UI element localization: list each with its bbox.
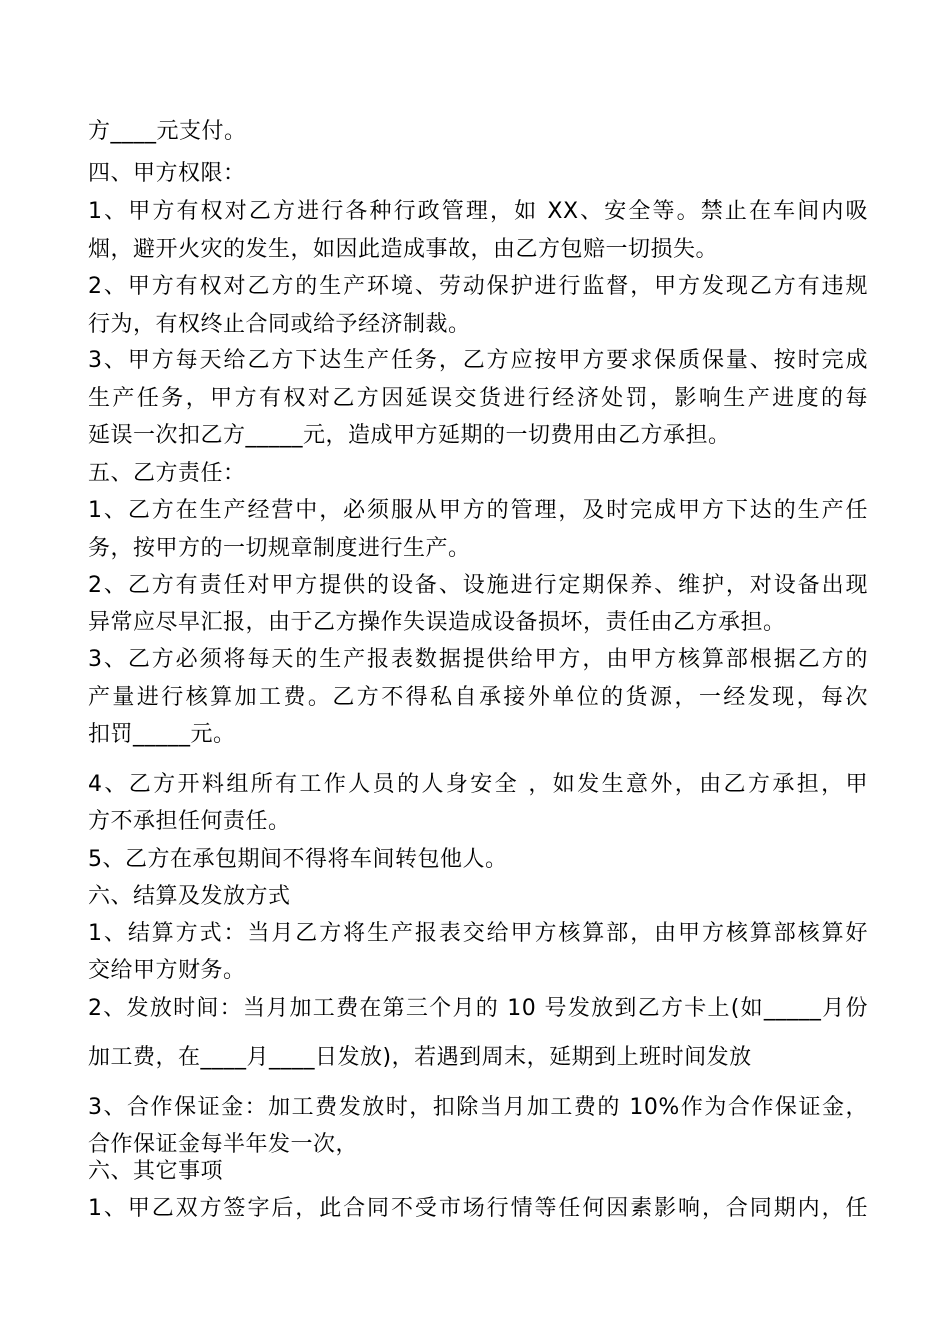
text-line: 务，按甲方的一切规章制度进行生产。 bbox=[88, 536, 471, 561]
text-line: 产量进行核算加工费。乙方不得私自承接外单位的货源，一经发现，每次 bbox=[88, 685, 868, 710]
text-line: 1、甲方有权对乙方进行各种行政管理，如 XX、安全等。禁止在车间内吸 bbox=[88, 199, 868, 224]
text-line: 1、甲乙双方签字后，此合同不受市场行情等任何因素影响，合同期内，任 bbox=[88, 1196, 868, 1221]
text-line: 1、乙方在生产经营中，必须服从甲方的管理，及时完成甲方下达的生产任 bbox=[88, 498, 868, 523]
text-line: 2、甲方有权对乙方的生产环境、劳动保护进行监督，甲方发现乙方有违规 bbox=[88, 274, 868, 299]
section-heading: 六、其它事项 bbox=[88, 1159, 224, 1184]
text-line: 5、乙方在承包期间不得将车间转包他人。 bbox=[88, 847, 508, 872]
text-line: 异常应尽早汇报，由于乙方操作失误造成设备损坏，责任由乙方承担。 bbox=[88, 610, 786, 635]
text-line: 扣罚_____元。 bbox=[88, 722, 236, 747]
text-line: 2、乙方有责任对甲方提供的设备、设施进行定期保养、维护，对设备出现 bbox=[88, 573, 868, 598]
text-line: 2、发放时间：当月加工费在第三个月的 10 号发放到乙方卡上(如_____月份 bbox=[88, 996, 868, 1021]
text-line: 1、结算方式：当月乙方将生产报表交给甲方核算部，由甲方核算部核算好 bbox=[88, 921, 868, 946]
text-line: 交给甲方财务。 bbox=[88, 958, 246, 983]
text-line: 合作保证金每半年发一次， bbox=[88, 1132, 359, 1157]
text-line: 方____元支付。 bbox=[88, 119, 247, 144]
text-line: 3、合作保证金：加工费发放时，扣除当月加工费的 10%作为合作保证金， bbox=[88, 1095, 868, 1120]
text-line: 行为，有权终止合同或给予经济制裁。 bbox=[88, 312, 471, 337]
text-line: 方不承担任何责任。 bbox=[88, 809, 291, 834]
text-line: 生产任务，甲方有权对乙方因延误交货进行经济处罚，影响生产进度的每 bbox=[88, 386, 868, 411]
text-line: 烟，避开火灾的发生，如因此造成事故，由乙方包赔一切损失。 bbox=[88, 237, 719, 262]
text-line: 4、乙方开料组所有工作人员的人身安全 ，如发生意外，由乙方承担，甲 bbox=[88, 772, 868, 797]
section-heading: 五、乙方责任： bbox=[88, 461, 246, 486]
text-line: 加工费，在____月____日发放)，若遇到周末，延期到上班时间发放 bbox=[88, 1045, 752, 1070]
section-heading: 六、结算及发放方式 bbox=[88, 884, 291, 909]
text-line: 3、甲方每天给乙方下达生产任务，乙方应按甲方要求保质保量、按时完成 bbox=[88, 348, 868, 373]
text-line: 3、乙方必须将每天的生产报表数据提供给甲方，由甲方核算部根据乙方的 bbox=[88, 647, 868, 672]
text-line: 延误一次扣乙方_____元，造成甲方延期的一切费用由乙方承担。 bbox=[88, 423, 731, 448]
section-heading: 四、甲方权限： bbox=[88, 161, 246, 186]
